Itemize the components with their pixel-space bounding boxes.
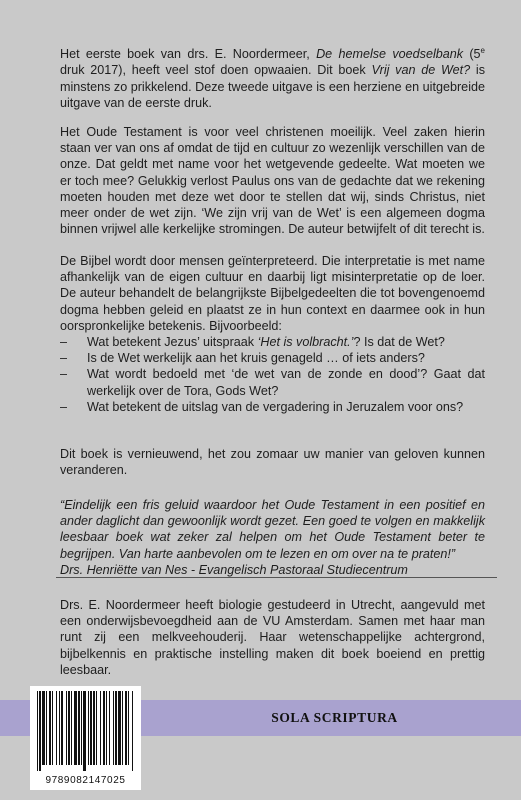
barcode-bar: [59, 691, 60, 765]
barcode-bar: [42, 691, 45, 765]
item2-text: Is de Wet werkelijk aan het kruis genageld … of iets anders?: [87, 351, 425, 366]
barcode-bar: [71, 691, 72, 765]
interpretation-intro: De Bijbel wordt door mensen geïnterpreteerd. Die interpretatie is met name afhankelijk van de eigen cultuur en daarbij ligt misinterpretatie op de loer. De auteur behandelt de belangrijkste Bijbelgedeelten die tot bovengenoemd dogma hebben geleid en plaatst ze in hun context en daarmee ook in hun oorspronkelijke betekenis. Bijvoorbeeld:: [60, 254, 485, 333]
intro-text-d: is minstens zo prikkelend. Deze tweede uitgave is een herziene en uitgebreide uitgave van de eerste druk.: [60, 63, 485, 110]
barcode-bar: [103, 691, 105, 765]
barcode-bar: [90, 691, 92, 765]
renewal-text: Dit boek is vernieuwend, het zou zomaar uw manier van geloven kunnen veranderen.: [60, 447, 485, 478]
barcode-bar: [37, 691, 38, 771]
barcode-bar: [125, 691, 127, 765]
item1-text-b: ? Is dat de Wet?: [353, 335, 445, 350]
book-title-first: De hemelse voedselbank: [316, 47, 464, 62]
list-item: [60, 334, 485, 350]
edition-superscript: e: [480, 46, 485, 55]
barcode-bar: [83, 691, 86, 771]
barcode-bar: [109, 691, 110, 765]
barcode-bar: [56, 691, 57, 765]
intro-text-a: Het eerste boek van drs. E. Noordermeer,: [60, 47, 317, 62]
barcode-bar: [66, 691, 67, 765]
quote-text: “Eindelijk een fris geluid waardoor het Oude Testament in een positief en ander daglicht dan gewoonlijk wordt gezet. Een goed te volgen en makkelijk leesbaar boek wat zeker zal helpen om het Oude Testament beter te begrijpen. Van harte aanbevolen om te lezen en om over na te praten!”: [60, 498, 485, 561]
barcode-bar: [74, 691, 77, 765]
barcode-bars-icon: [35, 691, 136, 771]
item1-text-a: Wat betekent Jezus’ uitspraak: [87, 335, 258, 350]
section-divider: [56, 577, 497, 578]
barcode-bar: [115, 691, 117, 765]
barcode-bar: [113, 691, 114, 765]
dash-bullet: –: [60, 335, 68, 350]
barcode-bar: [106, 691, 107, 765]
barcode-bar: [49, 691, 51, 765]
intro-text-b: (5: [463, 47, 481, 62]
barcode-bar: [68, 691, 70, 765]
item1-quote: ‘Het is volbracht.’: [257, 335, 354, 350]
intro-paragraph: [60, 43, 485, 111]
intro-text-c: druk 2017), heeft veel stof doen opwaaien. Dit boek: [60, 63, 372, 78]
endorsement-quote: [60, 497, 485, 578]
author-bio: [60, 597, 485, 678]
list-item: [60, 350, 485, 366]
barcode-bar: [88, 691, 89, 765]
barcode-bar: [39, 691, 41, 771]
barcode-bar: [122, 691, 123, 765]
old-testament-text: Het Oude Testament is voor veel christenen moeilijk. Veel zaken hierin staan ver van ons af omdat de tijd en cultuur zo wezenlijk verschillen van de onze. Dat geldt met name voor het wetgevende gedeelte. Wat moeten we er toch mee? Gelukkig verlost Paulus ons van de gedachte dat we rekening moeten houden met deze wet door te stellen dat wij, sinds Christus, niet meer onder de wet zijn. ‘We zijn vrij van de Wet’ is een algemeen dogma binnen vrijwel alle kerkelijke stromingen. De auteur betwijfelt of dit terecht is.: [60, 125, 485, 237]
book-title-second: Vrij van de Wet?: [371, 63, 471, 78]
interpretation-paragraph: [60, 253, 485, 415]
barcode-bar: [61, 691, 63, 765]
barcode-bar: [81, 691, 82, 765]
item4-text: Wat betekent de uitslag van de vergadering in Jeruzalem voor ons?: [87, 399, 464, 414]
old-testament-paragraph: [60, 124, 485, 237]
bio-text: Drs. E. Noordermeer heeft biologie gestudeerd in Utrecht, aangevuld met een onderwijsbevoegdheid aan de VU Amsterdam. Samen met haar man runt zij een melkveehouderij. Haar wetenschappelijke achtergrond, bijbelkennis en praktische instelling maken dit boek boeiend en prettig leesbaar.: [60, 598, 485, 677]
barcode-bar: [128, 691, 129, 765]
isbn-barcode: [30, 686, 141, 790]
dash-bullet: –: [60, 351, 68, 366]
isbn-number: 9789082147025: [45, 775, 126, 786]
barcode-bar: [93, 691, 95, 765]
barcode-bar: [52, 691, 53, 765]
list-item: [60, 366, 485, 398]
publisher-name: SOLA SCRIPTURA: [271, 710, 398, 725]
barcode-bar: [132, 691, 133, 771]
barcode-bar: [96, 691, 97, 765]
dash-bullet: –: [60, 367, 68, 382]
examples-list: [60, 334, 485, 415]
barcode-bar: [100, 691, 101, 765]
barcode-bar: [118, 691, 121, 765]
barcode-bar: [78, 691, 80, 765]
barcode-bar: [46, 691, 47, 765]
item3-text: Wat wordt bedoeld met ‘de wet van de zonde en dood’? Gaat dat werkelijk over de Tora, Gods Wet?: [87, 367, 485, 398]
dash-bullet: –: [60, 399, 68, 414]
list-item: [60, 399, 485, 415]
renewal-paragraph: [60, 446, 485, 478]
quote-attribution: Drs. Henriëtte van Nes - Evangelisch Pastoraal Studiecentrum: [60, 562, 408, 577]
